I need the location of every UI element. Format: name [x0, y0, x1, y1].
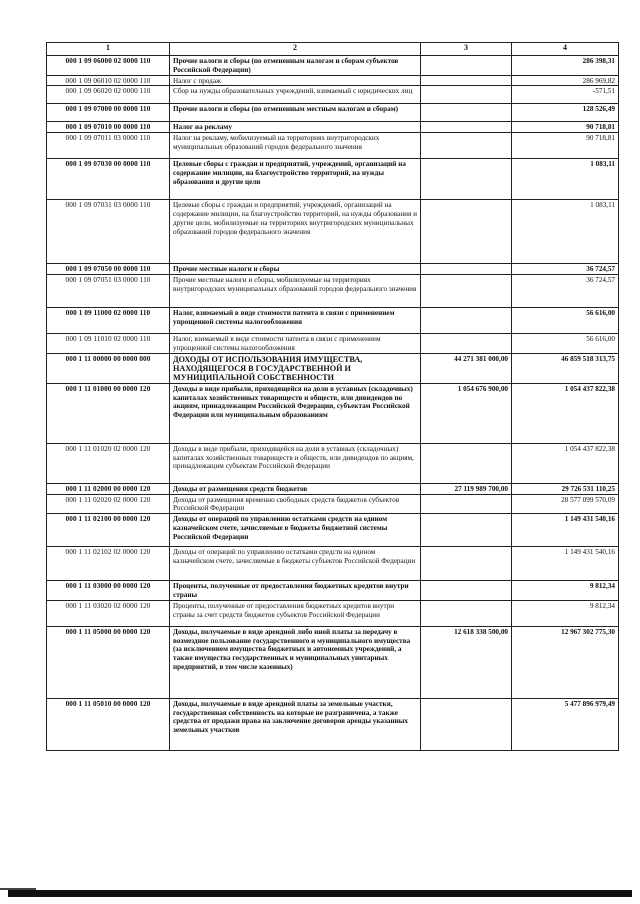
table-row	[47, 159, 619, 200]
item-name-cell: Прочие местные налоги и сборы, мобилизуемые на территориях внутригородских муниципальных образований городов федерального значения	[170, 274, 421, 307]
actual-amount-cell: 1 083,11	[512, 159, 619, 200]
planned-amount-cell	[421, 274, 512, 307]
budget-code-cell: 000 1 09 07031 03 0000 110	[47, 200, 170, 264]
item-name-cell: Налог на рекламу, мобилизуемый на территориях внутригородских муниципальных образований городов федерального значения	[170, 133, 421, 159]
budget-code-cell: 000 1 11 00000 00 0000 000	[47, 353, 170, 383]
planned-amount-cell: 44 271 381 000,00	[421, 353, 512, 383]
table-row	[47, 274, 619, 307]
budget-code-cell: 000 1 09 06010 02 0000 110	[47, 75, 170, 86]
actual-amount-cell: 286 398,31	[512, 56, 619, 76]
planned-amount-cell	[421, 86, 512, 104]
actual-amount-cell: 36 724,57	[512, 274, 619, 307]
item-name-cell: Целевые сборы с граждан и предприятий, учреждений, организаций на содержание милиции, на благоустройство территорий, на нужды образования и другие цели, мобилизуемые на территориях внутригородских муниципальных образований городов федерального значения	[170, 200, 421, 264]
item-name-cell: Доходы от размещения средств бюджетов	[170, 483, 421, 494]
column-header-1: 1	[47, 43, 170, 56]
table-row	[47, 133, 619, 159]
table-row	[47, 307, 619, 333]
actual-amount-cell: -571,51	[512, 86, 619, 104]
actual-amount-cell: 9 812,34	[512, 600, 619, 626]
table-row	[47, 122, 619, 133]
actual-amount-cell: 286 969,82	[512, 75, 619, 86]
item-name-cell: Налог, взимаемый в виде стоимости патента в связи с применением упрощенной системы налогообложения	[170, 307, 421, 333]
budget-code-cell: 000 1 11 02102 02 0000 120	[47, 547, 170, 581]
table-row	[47, 600, 619, 626]
planned-amount-cell	[421, 443, 512, 483]
item-name-cell: Доходы, получаемые в виде арендной либо иной платы за передачу в возмездное пользование государственного и муниципального имущества (за исключением имущества бюджетных и автономных учреждений, а также имущества государственных и муниципальных унитарных предприятий, в том числе казенных)	[170, 626, 421, 698]
actual-amount-cell: 90 718,81	[512, 122, 619, 133]
budget-code-cell: 000 1 09 07010 00 0000 110	[47, 122, 170, 133]
item-name-cell: Доходы в виде прибыли, приходящейся на доли в уставных (складочных) капиталах хозяйственных товариществ и обществ, или дивидендов по акциям, принадлежащим Российской Федерации, субъектам Российской Федерации или муниципальным образованиям	[170, 383, 421, 443]
actual-amount-cell: 56 616,00	[512, 333, 619, 353]
budget-code-cell: 000 1 11 05010 00 0000 120	[47, 698, 170, 750]
actual-amount-cell: 28 577 099 570,09	[512, 494, 619, 514]
budget-code-cell: 000 1 11 01000 00 0000 120	[47, 383, 170, 443]
budget-code-cell: 000 1 11 02000 00 0000 120	[47, 483, 170, 494]
item-name-cell: Сбор на нужды образовательных учреждений, взимаемый с юридических лиц	[170, 86, 421, 104]
table-row	[47, 483, 619, 494]
item-name-cell: Прочие налоги и сборы (по отмененным местным налогам и сборам)	[170, 104, 421, 122]
table-row	[47, 104, 619, 122]
actual-amount-cell: 36 724,57	[512, 264, 619, 275]
table-row	[47, 353, 619, 383]
budget-code-cell: 000 1 09 07050 00 0000 110	[47, 264, 170, 275]
table-row	[47, 581, 619, 601]
budget-code-cell: 000 1 09 11010 02 0000 110	[47, 333, 170, 353]
budget-code-cell: 000 1 11 01020 02 0000 120	[47, 443, 170, 483]
table-row	[47, 56, 619, 76]
table-row	[47, 333, 619, 353]
table-row	[47, 264, 619, 275]
planned-amount-cell	[421, 104, 512, 122]
planned-amount-cell	[421, 307, 512, 333]
actual-amount-cell: 1 083,11	[512, 200, 619, 264]
budget-code-cell: 000 1 11 02100 00 0000 120	[47, 514, 170, 547]
item-name-cell: Доходы от размещения временно свободных средств бюджетов субъектов Российской Федерации	[170, 494, 421, 514]
planned-amount-cell	[421, 56, 512, 76]
column-header-4: 4	[512, 43, 619, 56]
budget-revenue-table	[46, 42, 619, 751]
budget-code-cell: 000 1 09 07011 03 0000 110	[47, 133, 170, 159]
item-name-cell: Налог, взимаемый в виде стоимости патента в связи с применением упрощенной системы налогообложения	[170, 333, 421, 353]
item-name-cell: Доходы в виде прибыли, приходящейся на доли в уставных (складочных) капиталах хозяйственных товариществ и обществ, или дивидендов по акциям, принадлежащим субъектам Российской Федерации	[170, 443, 421, 483]
item-name-cell: ДОХОДЫ ОТ ИСПОЛЬЗОВАНИЯ ИМУЩЕСТВА, НАХОДЯЩЕГОСЯ В ГОСУДАРСТВЕННОЙ И МУНИЦИПАЛЬНОЙ СОБСТВЕННОСТИ	[170, 353, 421, 383]
planned-amount-cell: 1 054 676 900,00	[421, 383, 512, 443]
table-row	[47, 75, 619, 86]
actual-amount-cell: 5 477 896 979,49	[512, 698, 619, 750]
table-row	[47, 494, 619, 514]
budget-code-cell: 000 1 09 06020 02 0000 110	[47, 86, 170, 104]
actual-amount-cell: 46 859 518 313,75	[512, 353, 619, 383]
actual-amount-cell: 29 726 531 110,25	[512, 483, 619, 494]
item-name-cell: Проценты, полученные от предоставления бюджетных кредитов внутри страны	[170, 581, 421, 601]
planned-amount-cell	[421, 133, 512, 159]
item-name-cell: Налог на рекламу	[170, 122, 421, 133]
planned-amount-cell	[421, 159, 512, 200]
item-name-cell: Доходы от операций по управлению остатками средств на едином казначейском счете, зачисляемые в бюджеты субъектов Российской Федерации	[170, 547, 421, 581]
budget-code-cell: 000 1 09 07030 00 0000 110	[47, 159, 170, 200]
table-row	[47, 200, 619, 264]
actual-amount-cell: 56 616,00	[512, 307, 619, 333]
item-name-cell: Прочие налоги и сборы (по отмененным налогам и сборам субъектов Российской Федерации)	[170, 56, 421, 76]
planned-amount-cell	[421, 494, 512, 514]
budget-code-cell: 000 1 09 07051 03 0000 110	[47, 274, 170, 307]
actual-amount-cell: 1 054 437 822,38	[512, 443, 619, 483]
planned-amount-cell	[421, 200, 512, 264]
planned-amount-cell	[421, 333, 512, 353]
item-name-cell: Прочие местные налоги и сборы	[170, 264, 421, 275]
budget-code-cell: 000 1 11 03020 02 0000 120	[47, 600, 170, 626]
column-header-3: 3	[421, 43, 512, 56]
table-body	[47, 56, 619, 751]
item-name-cell: Проценты, полученные от предоставления бюджетных кредитов внутри страны за счет средств бюджетов субъектов Российской Федерации	[170, 600, 421, 626]
budget-code-cell: 000 1 11 02020 02 0000 120	[47, 494, 170, 514]
planned-amount-cell	[421, 698, 512, 750]
actual-amount-cell: 1 149 431 540,16	[512, 514, 619, 547]
planned-amount-cell	[421, 122, 512, 133]
actual-amount-cell: 1 149 431 540,16	[512, 547, 619, 581]
column-header-2: 2	[170, 43, 421, 56]
actual-amount-cell: 12 967 302 775,30	[512, 626, 619, 698]
table-row	[47, 383, 619, 443]
budget-code-cell: 000 1 11 05000 00 0000 120	[47, 626, 170, 698]
item-name-cell: Налог с продаж	[170, 75, 421, 86]
actual-amount-cell: 1 054 437 822,38	[512, 383, 619, 443]
item-name-cell: Доходы от операций по управлению остатками средств на едином казначейском счете, зачисляемые в бюджеты бюджетной системы Российской Федерации	[170, 514, 421, 547]
planned-amount-cell	[421, 75, 512, 86]
budget-code-cell: 000 1 11 03000 00 0000 120	[47, 581, 170, 601]
planned-amount-cell	[421, 547, 512, 581]
actual-amount-cell: 9 812,34	[512, 581, 619, 601]
table-row	[47, 443, 619, 483]
item-name-cell: Доходы, получаемые в виде арендной платы за земельные участки, государственная собственность на которые не разграничена, а также средства от продажи права на заключение договоров аренды указанных земельных участков	[170, 698, 421, 750]
planned-amount-cell	[421, 600, 512, 626]
budget-code-cell: 000 1 09 06000 02 0000 110	[47, 56, 170, 76]
planned-amount-cell	[421, 581, 512, 601]
scan-bottom-border	[8, 890, 632, 897]
actual-amount-cell: 128 526,49	[512, 104, 619, 122]
planned-amount-cell: 12 618 338 500,00	[421, 626, 512, 698]
actual-amount-cell: 90 718,81	[512, 133, 619, 159]
budget-code-cell: 000 1 09 11000 02 0000 110	[47, 307, 170, 333]
planned-amount-cell	[421, 514, 512, 547]
budget-code-cell: 000 1 09 07000 00 0000 110	[47, 104, 170, 122]
table-row	[47, 86, 619, 104]
item-name-cell: Целевые сборы с граждан и предприятий, учреждений, организаций на содержание милиции, на благоустройство территорий, на нужды образования и другие цели	[170, 159, 421, 200]
table-row	[47, 514, 619, 547]
planned-amount-cell: 27 119 989 700,00	[421, 483, 512, 494]
table-row	[47, 547, 619, 581]
table-row	[47, 626, 619, 698]
table-header-row	[47, 43, 619, 56]
planned-amount-cell	[421, 264, 512, 275]
table-row	[47, 698, 619, 750]
